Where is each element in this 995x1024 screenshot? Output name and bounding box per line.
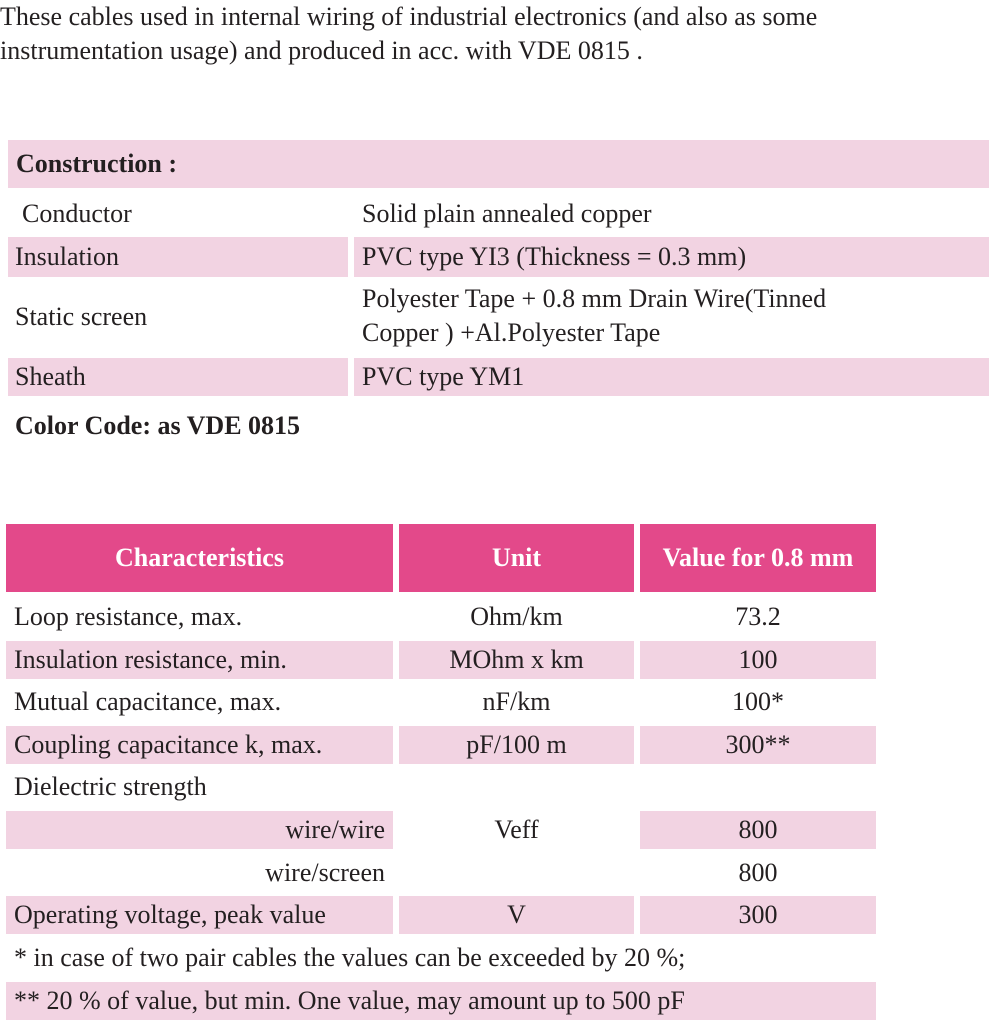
construction-value-line-2: Copper ) +Al.Polyester Tape bbox=[362, 318, 661, 347]
construction-heading-text: Construction : bbox=[16, 149, 178, 178]
table-row-unit bbox=[399, 641, 634, 679]
construction-label-text: Conductor bbox=[22, 199, 132, 228]
table-row-name bbox=[6, 896, 393, 934]
row-name-text: wire/screen bbox=[265, 858, 385, 887]
row-unit-text: pF/100 m bbox=[466, 730, 567, 759]
table-row-name bbox=[6, 726, 393, 764]
table-row-unit bbox=[399, 726, 634, 764]
footnote-1 bbox=[6, 939, 989, 977]
construction-value-sheath bbox=[354, 358, 989, 396]
header-unit bbox=[399, 524, 634, 592]
table-row-value bbox=[640, 854, 876, 892]
table-row-name bbox=[6, 683, 393, 721]
table-row-name bbox=[6, 641, 393, 679]
header-unit-text: Unit bbox=[491, 543, 542, 572]
construction-label-insulation bbox=[8, 237, 348, 277]
construction-heading bbox=[8, 140, 989, 188]
row-value-text: 100* bbox=[732, 687, 784, 716]
color-code-note bbox=[8, 406, 608, 446]
construction-label-conductor bbox=[8, 194, 348, 234]
color-code-text: Color Code: as VDE 0815 bbox=[15, 411, 301, 440]
row-name-text: Mutual capacitance, max. bbox=[14, 687, 282, 716]
table-row-unit bbox=[399, 811, 634, 849]
construction-value-insulation bbox=[354, 237, 989, 277]
table-row-value bbox=[640, 726, 876, 764]
row-unit-text: nF/km bbox=[482, 687, 551, 716]
row-value-text: 100 bbox=[738, 645, 778, 674]
footnote-1-text: * in case of two pair cables the values can be exceeded by 20 %; bbox=[14, 943, 686, 972]
row-value-text: 73.2 bbox=[735, 602, 781, 631]
construction-value-conductor bbox=[354, 194, 989, 234]
row-unit-text: V bbox=[507, 900, 526, 929]
table-row-value bbox=[640, 896, 876, 934]
row-value-text: 800 bbox=[738, 815, 778, 844]
construction-label-sheath bbox=[8, 358, 348, 396]
footnote-2-text: ** 20 % of value, but min. One value, may amount up to 500 pF bbox=[14, 986, 685, 1015]
row-unit-text: Veff bbox=[494, 815, 539, 844]
construction-value-static-screen bbox=[354, 282, 989, 354]
header-value bbox=[640, 524, 876, 592]
construction-value-text: PVC type YI3 (Thickness = 0.3 mm) bbox=[362, 242, 747, 271]
row-value-text: 300** bbox=[725, 730, 791, 759]
table-row-unit bbox=[399, 896, 634, 934]
row-unit-text: Ohm/km bbox=[470, 602, 563, 631]
construction-value-text: PVC type YM1 bbox=[362, 362, 525, 391]
construction-label-static-screen bbox=[8, 281, 348, 353]
table-row-unit bbox=[399, 598, 634, 636]
table-row-value bbox=[640, 598, 876, 636]
header-characteristics-text: Characteristics bbox=[115, 543, 284, 572]
footnote-2 bbox=[6, 982, 876, 1020]
intro-line-1: These cables used in internal wiring of industrial electronics (and also as some bbox=[0, 2, 818, 31]
header-value-text: Value for 0.8 mm bbox=[662, 543, 854, 572]
table-row-unit bbox=[399, 683, 634, 721]
table-row-value bbox=[640, 641, 876, 679]
header-characteristics bbox=[6, 524, 393, 592]
table-row-subname bbox=[6, 854, 393, 892]
construction-label-text: Sheath bbox=[15, 362, 86, 391]
table-row-value bbox=[640, 811, 876, 849]
table-row-group-label bbox=[6, 768, 393, 806]
intro-line-2: instrumentation usage) and produced in acc. with VDE 0815 . bbox=[0, 36, 643, 65]
table-row-subname bbox=[6, 811, 393, 849]
row-name-text: Loop resistance, max. bbox=[14, 602, 243, 631]
construction-label-text: Insulation bbox=[15, 242, 119, 271]
row-unit-text: MOhm x km bbox=[449, 645, 584, 674]
row-name-text: Coupling capacitance k, max. bbox=[14, 730, 323, 759]
construction-value-text: Solid plain annealed copper bbox=[362, 199, 652, 228]
row-value-text: 800 bbox=[738, 858, 778, 887]
construction-value-line-1: Polyester Tape + 0.8 mm Drain Wire(Tinned bbox=[362, 284, 827, 313]
construction-label-text: Static screen bbox=[15, 302, 148, 331]
intro-paragraph bbox=[0, 0, 990, 68]
table-row-value bbox=[640, 683, 876, 721]
row-name-text: Operating voltage, peak value bbox=[14, 900, 326, 929]
row-name-text: Insulation resistance, min. bbox=[14, 645, 287, 674]
row-name-text: Dielectric strength bbox=[14, 772, 207, 801]
row-name-text: wire/wire bbox=[285, 815, 385, 844]
table-row-name bbox=[6, 598, 393, 636]
row-value-text: 300 bbox=[738, 900, 778, 929]
